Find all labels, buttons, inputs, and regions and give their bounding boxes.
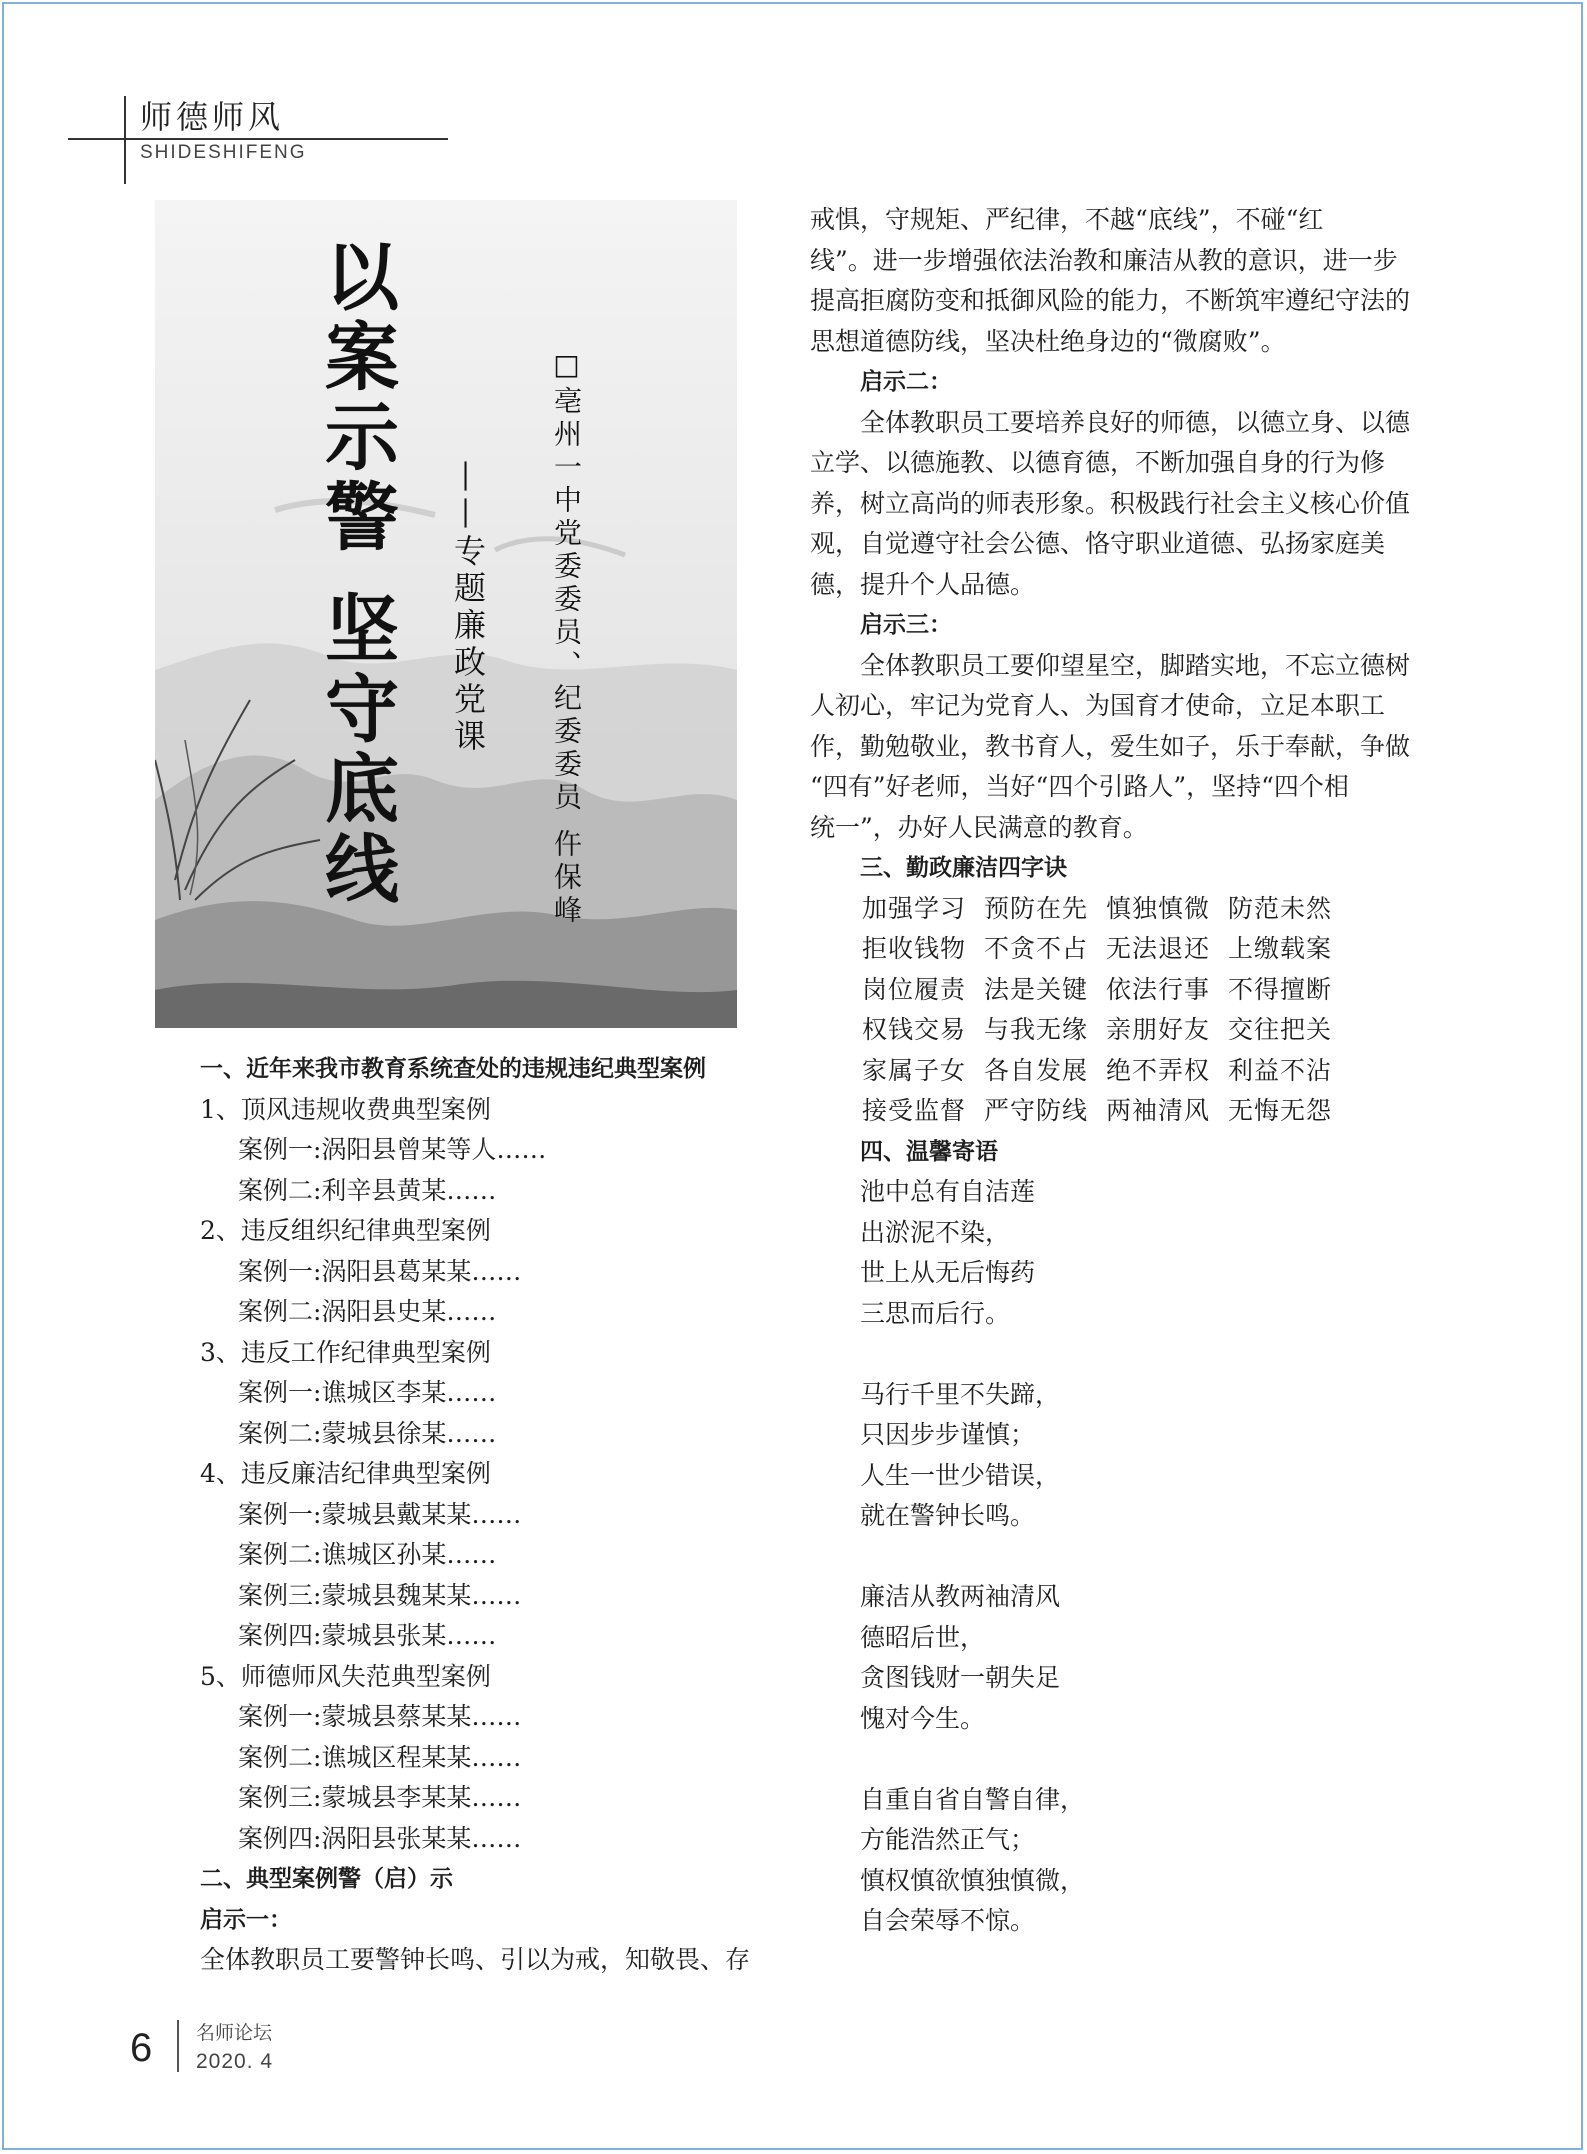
section-heading: 四、温馨寄语 (860, 1138, 998, 1165)
poem-line: 慎权慎欲慎独慎微， (860, 1865, 1086, 1895)
motto-phrase: 无法退还 (1106, 934, 1211, 963)
hint-line: 全体教职员工要仰望星空，脚踏实地，不忘立德树 (860, 650, 1411, 680)
poem-line: 方能浩然正气； (860, 1825, 1036, 1854)
section-heading: 二、典型案例警（启）示 (200, 1866, 453, 1892)
poem-line: 人生一世少错误， (860, 1460, 1061, 1490)
case-item: 案例一:涡阳县曾某等人…… (238, 1135, 547, 1164)
hint-line: “四有”好老师，当好“四个引路人”，坚持“四个相 (810, 772, 1349, 801)
author-byline: □亳州一中党委委员、纪委委员 仵保峰 (550, 348, 583, 928)
motto-row (810, 889, 1440, 930)
footer-divider (177, 2020, 179, 2072)
case-item: 案例四:蒙城县张某…… (238, 1621, 497, 1650)
poem-line: 自重自省自警自律， (860, 1784, 1086, 1814)
banner-subtitle: ——专题廉政党课 (449, 460, 487, 756)
poem-line: 只因步步谨慎； (860, 1420, 1036, 1449)
case-item: 案例一:涡阳县葛某某…… (238, 1256, 522, 1286)
motto-phrase: 预防在先 (984, 893, 1089, 923)
motto-phrase: 法是关键 (984, 974, 1089, 1004)
hint-label: 启示二： (860, 369, 952, 395)
poem-line: 廉洁从教两袖清风 (860, 1582, 1061, 1611)
hint-line: 观，自觉遵守社会公德、恪守职业道德、弘扬家庭美 (810, 529, 1386, 558)
hint-line: 思想道德防线，坚决杜绝身边的“微腐败”。 (810, 326, 1286, 356)
hint-line: 全体教职员工要培养良好的师德，以德立身、以德 (860, 407, 1411, 437)
hint-line: 作，勤勉敬业，教书育人，爱生如子，乐于奉献，争做 (810, 731, 1411, 761)
case-group-title: 3、违反工作纪律典型案例 (200, 1337, 491, 1367)
hint-line: 人初心，牢记为党育人、为国育才使命，立足本职工 (810, 691, 1386, 720)
page-number: 6 (130, 2026, 153, 2070)
motto-phrase: 权钱交易 (862, 1015, 967, 1044)
banner-title: 以案示警 坚守底线 (313, 238, 399, 910)
hint-line: 养，树立高尚的师表形象。积极践行社会主义核心价值 (810, 488, 1411, 518)
case-item: 案例一:谯城区李某…… (238, 1378, 497, 1407)
motto-row (810, 1051, 1440, 1092)
motto-phrase: 严守防线 (984, 1096, 1089, 1125)
motto-row (810, 929, 1440, 970)
hint-line: 戒惧，守规矩、严纪律，不越“底线”，不碰“红 (810, 205, 1324, 234)
motto-phrase: 无悔无怨 (1228, 1096, 1333, 1125)
motto-phrase: 加强学习 (862, 893, 967, 923)
hint-line: 统一”，办好人民满意的教育。 (810, 812, 1148, 842)
case-group-title: 5、师德师风失范典型案例 (200, 1661, 491, 1691)
poem-line: 世上从无后悔药 (860, 1258, 1036, 1287)
motto-phrase: 交往把关 (1228, 1015, 1333, 1044)
motto-phrase: 各自发展 (984, 1055, 1089, 1085)
issue-date: 2020. 4 (196, 2050, 274, 2073)
motto-phrase: 利益不沾 (1228, 1055, 1333, 1085)
section-heading: 一、近年来我市教育系统查处的违规违纪典型案例 (200, 1056, 706, 1082)
magazine-name: 名师论坛 (196, 2022, 273, 2044)
header-vertical-rule (124, 96, 126, 184)
motto-row (810, 970, 1440, 1011)
case-item: 案例三:蒙城县李某某…… (238, 1783, 522, 1812)
case-item: 案例一:蒙城县戴某某…… (238, 1499, 522, 1529)
motto-phrase: 亲朋好友 (1106, 1015, 1211, 1044)
poem-line: 德昭后世， (860, 1622, 986, 1652)
motto-row (810, 1010, 1440, 1051)
case-group-title: 2、违反组织纪律典型案例 (200, 1216, 491, 1245)
motto-phrase: 与我无缘 (984, 1015, 1089, 1044)
motto-phrase: 家属子女 (862, 1055, 967, 1085)
case-item: 案例二:谯城区程某某…… (238, 1742, 522, 1772)
section-heading: 三、勤政廉洁四字诀 (860, 855, 1067, 881)
motto-phrase: 不得擅断 (1228, 974, 1333, 1004)
motto-phrase: 接受监督 (862, 1096, 967, 1125)
case-item: 案例一:蒙城县蔡某某…… (238, 1702, 522, 1731)
motto-phrase: 上缴载案 (1228, 934, 1333, 963)
motto-phrase: 慎独慎微 (1106, 893, 1211, 923)
banner-illustration (155, 200, 737, 1028)
header-horizontal-rule (68, 138, 448, 140)
poem-line: 马行千里不失蹄， (860, 1379, 1061, 1409)
case-group-title: 4、违反廉洁纪律典型案例 (200, 1459, 491, 1488)
motto-phrase: 两袖清风 (1106, 1096, 1211, 1125)
case-item: 案例三:蒙城县魏某某…… (238, 1580, 522, 1610)
poem-line: 出淤泥不染， (860, 1217, 1011, 1247)
motto-phrase: 绝不弄权 (1106, 1055, 1211, 1085)
hint-line: 全体教职员工要警钟长鸣、引以为戒，知敬畏、存 (200, 1945, 751, 1974)
poem-line: 自会荣辱不惊。 (860, 1906, 1036, 1935)
poem-line: 愧对今生。 (860, 1703, 986, 1733)
column-subtitle: SHIDESHIFENG (140, 142, 307, 163)
motto-phrase: 防范未然 (1228, 893, 1333, 923)
motto-phrase: 依法行事 (1106, 974, 1211, 1004)
hint-line: 立学、以德施教、以德育德，不断加强自身的行为修 (810, 448, 1386, 477)
case-item: 案例二:谯城区孙某…… (238, 1540, 497, 1569)
case-item: 案例二:利辛县黄某…… (238, 1175, 497, 1205)
right-column (810, 200, 1440, 1942)
case-item: 案例二:涡阳县史某…… (238, 1297, 497, 1326)
poem-line: 贪图钱财一朝失足 (860, 1663, 1061, 1692)
poem-line: 池中总有自洁莲 (860, 1177, 1036, 1206)
poem-line: 三思而后行。 (860, 1298, 1011, 1328)
ink-landscape (155, 200, 737, 1028)
motto-phrase: 不贪不占 (984, 934, 1089, 963)
case-item: 案例四:涡阳县张某某…… (238, 1823, 522, 1853)
left-column (200, 1049, 800, 1981)
poem-line: 就在警钟长鸣。 (860, 1501, 1036, 1530)
motto-phrase: 拒收钱物 (862, 934, 967, 963)
column-title: 师德师风 (140, 98, 285, 136)
hint-line: 线”。进一步增强依法治教和廉洁从教的意识，进一步 (810, 245, 1398, 275)
hint-label: 启示一： (200, 1906, 292, 1933)
motto-row (810, 1091, 1440, 1132)
hint-label: 启示三： (860, 612, 952, 638)
hint-line: 德，提升个人品德。 (810, 569, 1036, 599)
hint-line: 提高拒腐防变和抵御风险的能力，不断筑牢遵纪守法的 (810, 286, 1411, 315)
motto-phrase: 岗位履责 (862, 974, 967, 1004)
case-item: 案例二:蒙城县徐某…… (238, 1418, 497, 1448)
case-group-title: 1、顶风违规收费典型案例 (200, 1094, 491, 1124)
